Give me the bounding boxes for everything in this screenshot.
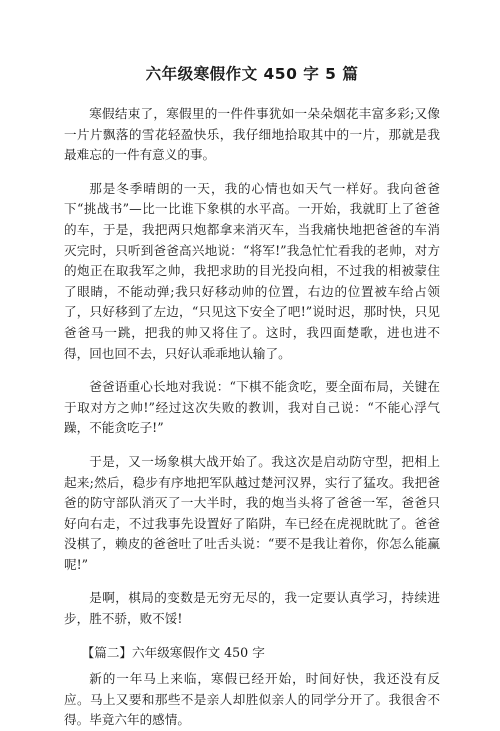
paragraph-4: 于是，又一场象棋大战开始了。我这次是启动防守型，把相上起来;然后，稳步有序地把军队越过楚河汉界，实行了猛攻。我把爸爸的防守部队消灭了一大半时，我的炮当头将了爸爸一军，爸爸只好向右走，不过我事先设置好了陷阱，车已经在虎视眈眈了。爸爸没棋了，赖皮的爸爸吐了吐舌头说：“要不是我让着你，你怎么能赢呢!” [64,453,440,572]
section-2-paragraph-1: 新的一年马上来临，寒假已经开始，时间好快，我还没有反应。马上又要和那些不是亲人却胜似亲人的同学分开了。我很舍不得。毕竟六年的感情。 [64,671,440,728]
paragraph-5: 是啊，棋局的变数是无穷无尽的，我一定要认真学习，持续进步，胜不骄，败不馁! [64,590,440,627]
paragraph-1: 寒假结束了，寒假里的一件件事犹如一朵朵烟花丰富多彩;又像一片片飘落的雪花轻盈快乐，我仔细地拾取其中的一片，那就是我最难忘的一件有意义的事。 [64,106,440,163]
paragraph-3: 爸爸语重心长地对我说：“下棋不能贪吃，要全面布局，关键在于取对方之帅!”经过这次失败的教训，我对自己说：“不能心浮气躁，不能贪吃子!” [64,379,440,436]
paragraph-2: 那是冬季晴朗的一天，我的心情也如天气一样好。我向爸爸下“挑战书”—比一比谁下象棋的水平高。一开始，我就盯上了爸爸的车，于是，我把两只炮都拿来消灭车，当我痛快地把爸爸的车消灭完时，只听到爸爸高兴地说：“将军!”我急忙忙看我的老帅，对方的炮正在取我军之帅，我把求助的目光投向相，不过我的相被蒙住了眼睛，不能动弹;我只好移动帅的位置，右边的位置被车给占领了，只好移到了左边，“只见这下安全了吧!”说时迟，那时快，只见爸爸马一跳，把我的帅又将住了。这时，我四面楚歌，进也进不得，回也回不去，只好认乖乖地认输了。 [64,180,440,361]
document-title: 六年级寒假作文 450 字 5 篇 [145,65,359,83]
section-2-heading: 【篇二】六年级寒假作文 450 字 [81,644,265,660]
